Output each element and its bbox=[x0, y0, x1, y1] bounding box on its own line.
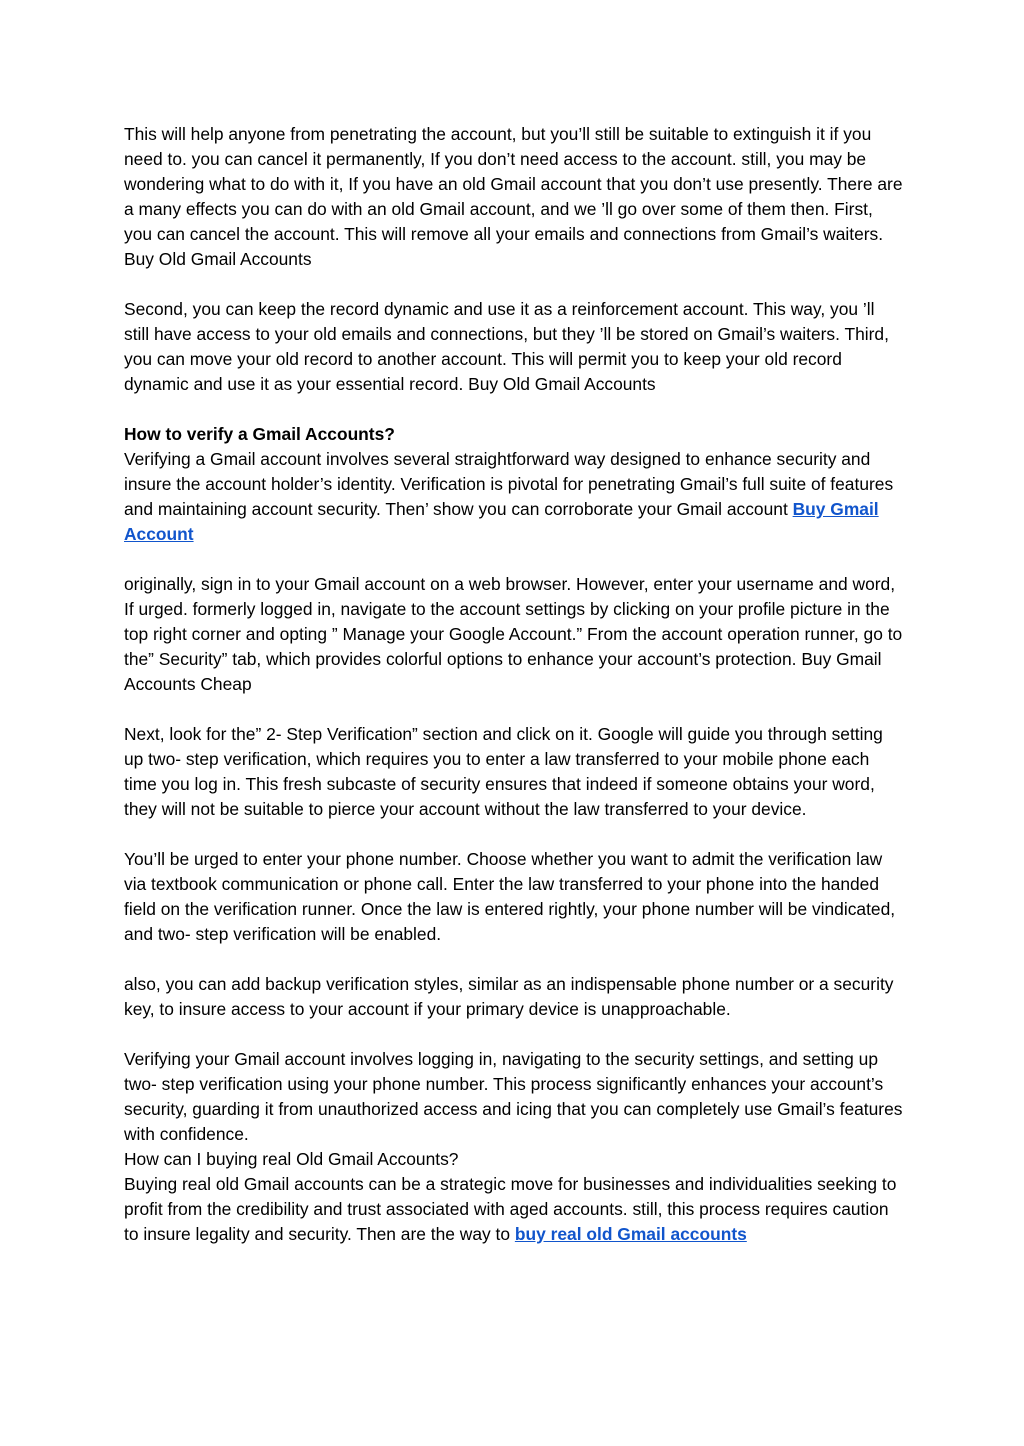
document-page bbox=[124, 122, 904, 1247]
paragraph-1: This will help anyone from penetrating the account, but you’ll still be suitable to extinguish it if you need to. you can cancel it permanently, If you don’t need access to the account. still, you may be wondering what to do with it, If you have an old Gmail account that you don’t use presently. There are a many effects you can do with an old Gmail account, and we ’ll go over some of them then. First, you can cancel the account. This will remove all your emails and connections from Gmail’s waiters. Buy Old Gmail Accounts bbox=[124, 124, 903, 269]
paragraph-7: also, you can add backup verification styles, similar as an indispensable phone number or a security key, to insure access to your account if your primary device is unapproachable. bbox=[124, 974, 894, 1019]
paragraph-spacer bbox=[124, 697, 904, 722]
paragraph-spacer bbox=[124, 822, 904, 847]
buy-gmail-account-link[interactable]: Buy Gmail Account bbox=[124, 499, 879, 544]
paragraph-spacer bbox=[124, 1022, 904, 1047]
paragraph-4: originally, sign in to your Gmail account on a web browser. However, enter your username and word, If urged. formerly logged in, navigate to the account settings by clicking on your profile picture in the top right corner and opting ” Manage your Google Account.” From the account operation runner, go to the” Security” tab, which provides colorful options to enhance your account’s protection. Buy Gmail Accounts Cheap bbox=[124, 574, 903, 694]
paragraph-8: Verifying your Gmail account involves logging in, navigating to the security settings, and setting up two- step verification using your phone number. This process significantly enhances your account’s security, guarding it from unauthorized access and icing that you can completely use Gmail’s features with confidence. bbox=[124, 1049, 903, 1144]
paragraph-10 bbox=[124, 1172, 904, 1247]
paragraph-5: Next, look for the” 2- Step Verification” section and click on it. Google will guide you through setting up two- step verification, which requires you to enter a law transferred to your mobile phone each time you log in. This fresh subcaste of security ensures that indeed if someone obtains your word, they will not be suitable to pierce your account without the law transferred to your device. bbox=[124, 724, 883, 819]
buy-real-old-gmail-accounts-link[interactable]: buy real old Gmail accounts bbox=[514, 1224, 747, 1244]
paragraph-9: How can I buying real Old Gmail Accounts? bbox=[124, 1149, 459, 1169]
paragraph-6: You’ll be urged to enter your phone number. Choose whether you want to admit the verification law via textbook communication or phone call. Enter the law transferred to your phone into the handed field on the verification runner. Once the law is entered rightly, your phone number will be vindicated, and two- step verification will be enabled. bbox=[124, 849, 896, 944]
section-heading-verify: How to verify a Gmail Accounts? bbox=[124, 424, 395, 444]
paragraph-spacer bbox=[124, 947, 904, 972]
paragraph-3 bbox=[124, 447, 904, 547]
paragraph-2: Second, you can keep the record dynamic and use it as a reinforcement account. This way, you ’ll still have access to your old emails and connections, but they ’ll be stored on Gmail’s waiters. Third, you can move your old record to another account. This will permit you to keep your old record dynamic and use it as your essential record. Buy Old Gmail Accounts bbox=[124, 299, 889, 394]
paragraph-10-text: Buying real old Gmail accounts can be a strategic move for businesses and individualities seeking to profit from the credibility and trust associated with aged accounts. still, this process requires caution to insure legality and security. Then are the way to bbox=[124, 1174, 897, 1244]
paragraph-spacer bbox=[124, 272, 904, 297]
paragraph-spacer bbox=[124, 397, 904, 422]
paragraph-3-text: Verifying a Gmail account involves several straightforward way designed to enhance security and insure the account holder’s identity. Verification is pivotal for penetrating Gmail’s full suite of features and maintaining account security. Then’ show you can corroborate your Gmail account bbox=[124, 449, 894, 519]
paragraph-spacer bbox=[124, 547, 904, 572]
